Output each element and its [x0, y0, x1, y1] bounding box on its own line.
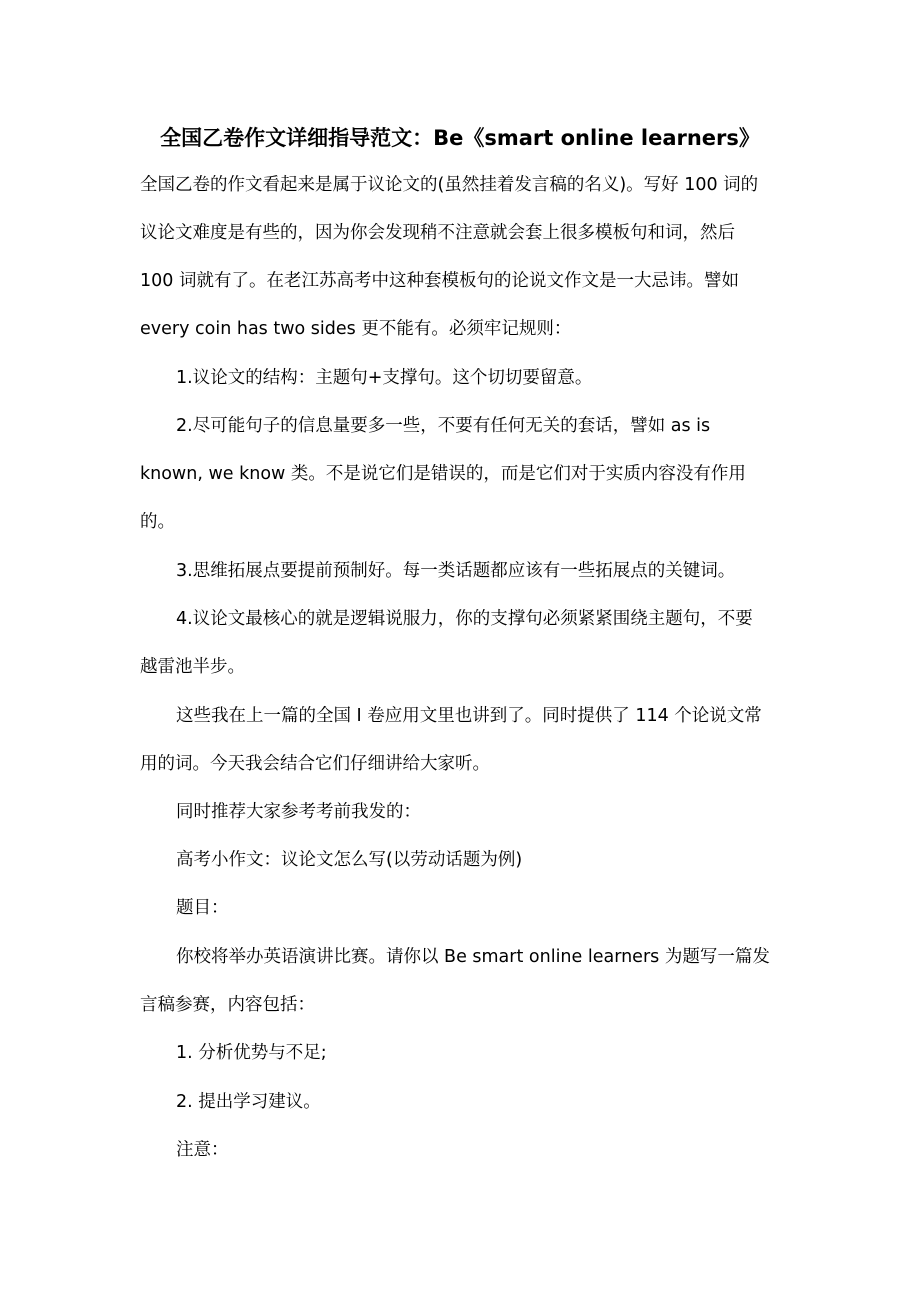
document-title: 全国乙卷作文详细指导范文：Be《smart online learners》 — [160, 126, 760, 150]
list-item: 1. 分析优势与不足; — [176, 1043, 327, 1063]
section-label-note: 注意： — [176, 1140, 229, 1160]
paragraph-line: 高考小作文：议论文怎么写(以劳动话题为例) — [176, 850, 523, 870]
paragraph-line: every coin has two sides 更不能有。必须牢记规则： — [140, 319, 572, 339]
paragraph-line: 言稿参赛，内容包括： — [140, 995, 315, 1015]
paragraph-line: known, we know 类。不是说它们是错误的，而是它们对于实质内容没有作用 — [140, 464, 746, 484]
paragraph-line: 议论文难度是有些的，因为你会发现稍不注意就会套上很多模板句和词，然后 — [140, 223, 735, 243]
rule-item-1: 1.议论文的结构：主题句+支撑句。这个切切要留意。 — [176, 368, 593, 388]
rule-item-3: 3.思维拓展点要提前预制好。每一类话题都应该有一些拓展点的关键词。 — [176, 561, 736, 581]
paragraph-line: 同时推荐大家参考考前我发的： — [176, 802, 421, 822]
list-item: 2. 提出学习建议。 — [176, 1092, 321, 1112]
section-label-topic: 题目： — [176, 898, 229, 918]
rule-item-4: 4.议论文最核心的就是逻辑说服力，你的支撑句必须紧紧围绕主题句，不要 — [176, 609, 753, 629]
paragraph-line: 100 词就有了。在老江苏高考中这种套模板句的论说文作文是一大忌讳。譬如 — [140, 271, 739, 291]
rule-item-2: 2.尽可能句子的信息量要多一些，不要有任何无关的套话，譬如 as is — [176, 416, 711, 436]
paragraph-line: 全国乙卷的作文看起来是属于议论文的(虽然挂着发言稿的名义)。写好 100 词的 — [140, 175, 759, 195]
paragraph-line: 越雷池半步。 — [140, 657, 245, 677]
paragraph-line: 的。 — [140, 512, 175, 532]
paragraph-line: 你校将举办英语演讲比赛。请你以 Be smart online learners 为题写一篇发 — [176, 947, 770, 967]
paragraph-line: 用的词。今天我会结合它们仔细讲给大家听。 — [140, 754, 490, 774]
paragraph-line: 这些我在上一篇的全国 I 卷应用文里也讲到了。同时提供了 114 个论说文常 — [176, 706, 762, 726]
